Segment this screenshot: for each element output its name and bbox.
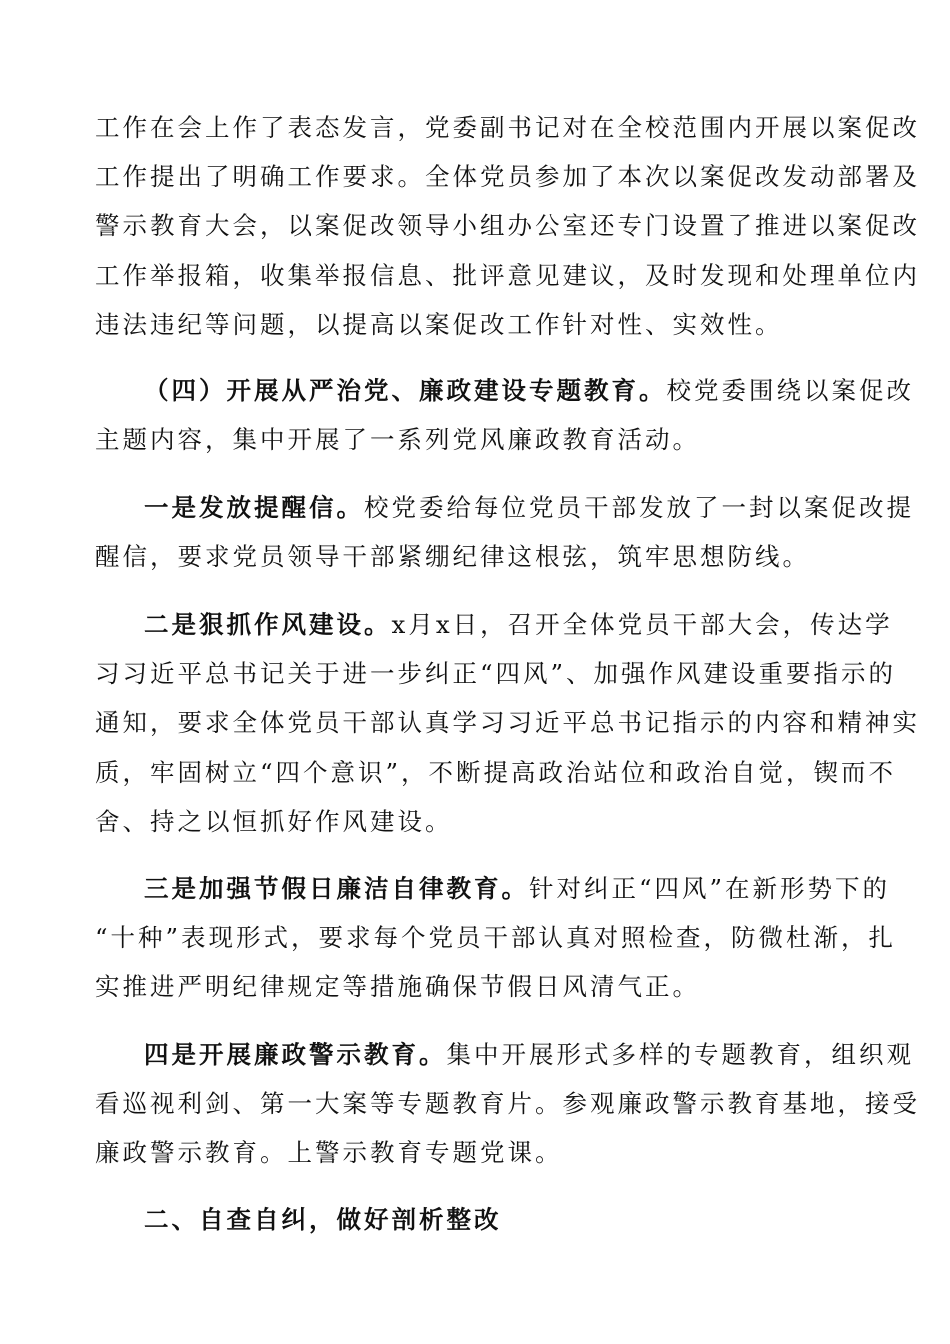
text-line: [95, 366, 914, 415]
paragraph-1: [95, 103, 920, 349]
paragraph-6: [95, 1030, 920, 1178]
text-line: 工作提出了明确工作要求。全体党员参加了本次以案促改发动部署及: [95, 162, 920, 192]
text-line: 工作举报箱，收集举报信息、批评意见建议，及时发现和处理单位内: [95, 260, 920, 290]
text-line: 警示教育大会，以案促改领导小组办公室还专门设置了推进以案促改: [95, 211, 920, 241]
item-heading-lead: 一是发放提醒信。: [144, 493, 364, 522]
text-line: 质，牢固树立“四个意识”，不断提高政治站位和政治自觉，锲而不: [95, 757, 897, 787]
text-line: 通知，要求全体党员干部认真学习习近平总书记指示的内容和精神实: [95, 708, 920, 738]
text-line: [95, 1030, 914, 1079]
item-heading-lead: 二是狠抓作风建设。: [144, 610, 392, 639]
text-line: [95, 1195, 860, 1244]
text-line: 违法违纪等问题，以提高以案促改工作针对性、实效性。: [95, 309, 783, 339]
text-line: 看巡视利剑、第一大案等专题教育片。参观廉政警示教育基地，接受: [95, 1089, 920, 1119]
text-line: [95, 600, 893, 649]
text-line: [95, 483, 914, 532]
text-line: [95, 864, 891, 913]
lead-continuation: 针对纠正“四风”在新形势下的: [529, 874, 891, 903]
text-line: 习习近平总书记关于进一步纠正“四风”、加强作风建设重要指示的: [95, 659, 897, 689]
paragraph-5: [95, 864, 897, 1012]
paragraph-4: [95, 600, 920, 846]
paragraph-3: [95, 483, 914, 581]
paragraph-7: [95, 1195, 860, 1244]
item-heading-lead: 四是开展廉政警示教育。: [144, 1040, 447, 1069]
paragraph-2: [95, 366, 914, 464]
text-line: 醒信，要求党员领导干部紧绷纪律这根弦，筑牢思想防线。: [95, 542, 810, 572]
text-line: 舍、持之以恒抓好作风建设。: [95, 806, 453, 836]
lead-continuation: 校党委围绕以案促改: [666, 376, 914, 405]
section-heading: 二、自查自纠，做好剖析整改: [144, 1205, 502, 1234]
text-line: “十种”表现形式，要求每个党员干部认真对照检查，防微杜渐，扎: [95, 923, 897, 953]
lead-continuation: 校党委给每位党员干部发放了一封以案促改提: [364, 493, 914, 522]
item-heading-lead: 三是加强节假日廉洁自律教育。: [144, 874, 529, 903]
text-line: 廉政警示教育。上警示教育专题党课。: [95, 1138, 563, 1168]
lead-continuation: x月x日，召开全体党员干部大会，传达学: [391, 610, 893, 639]
section-heading-lead: （四）开展从严治党、廉政建设专题教育。: [144, 376, 667, 405]
text-line: 主题内容，集中开展了一系列党风廉政教育活动。: [95, 425, 700, 455]
text-line: 实推进严明纪律规定等措施确保节假日风清气正。: [95, 972, 700, 1002]
text-line: 工作在会上作了表态发言，党委副书记对在全校范围内开展以案促改: [95, 113, 920, 142]
lead-continuation: 集中开展形式多样的专题教育，组织观: [446, 1040, 914, 1069]
